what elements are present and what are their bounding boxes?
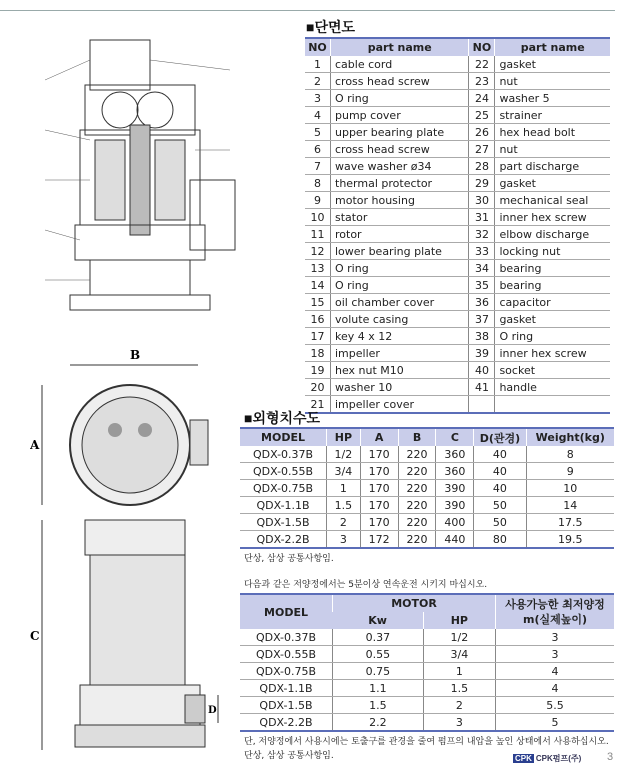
part-no: 4 xyxy=(305,107,331,124)
table-row xyxy=(305,362,610,379)
part-name: oil chamber cover xyxy=(331,294,469,311)
part-name: O ring xyxy=(331,260,469,277)
cell: 220 xyxy=(398,480,436,497)
dim-a-label: A xyxy=(30,438,40,452)
part-name: rotor xyxy=(331,226,469,243)
cell: 172 xyxy=(360,531,398,549)
part-name: upper bearing plate xyxy=(331,124,469,141)
table-row xyxy=(240,646,614,663)
cell: 5 xyxy=(496,714,615,732)
table-row xyxy=(305,345,610,362)
cell: 400 xyxy=(436,514,474,531)
dims-header-row xyxy=(240,428,614,446)
parts-table xyxy=(305,37,610,414)
cell: 220 xyxy=(398,514,436,531)
part-name: stator xyxy=(331,209,469,226)
section-title-dimensions: ■외형치수도 xyxy=(244,410,321,426)
part-no: 38 xyxy=(469,328,495,345)
pump-side-view xyxy=(30,515,230,760)
cell: 2 xyxy=(327,514,361,531)
part-name: strainer xyxy=(495,107,610,124)
cell: 1.5 xyxy=(333,697,424,714)
part-name: bearing xyxy=(495,260,610,277)
col-no: NO xyxy=(469,38,495,56)
table-row xyxy=(305,226,610,243)
cell: 19.5 xyxy=(526,531,614,549)
table-row xyxy=(240,463,614,480)
cell: 1.5 xyxy=(423,680,495,697)
part-name: capacitor xyxy=(495,294,610,311)
part-no: 33 xyxy=(469,243,495,260)
table-row xyxy=(305,260,610,277)
cell: QDX-1.1B xyxy=(240,497,327,514)
part-name: lower bearing plate xyxy=(331,243,469,260)
part-no: 25 xyxy=(469,107,495,124)
part-no: 37 xyxy=(469,311,495,328)
section-title-cross-section: ■단면도 xyxy=(306,19,356,35)
part-no: 16 xyxy=(305,311,331,328)
min-head-label: 사용가능한 최저양정 xyxy=(505,598,605,611)
cell: QDX-0.55B xyxy=(240,646,333,663)
part-no: 20 xyxy=(305,379,331,396)
part-name: key 4 x 12 xyxy=(331,328,469,345)
cpk-logo: CPK xyxy=(515,754,532,763)
part-name: nut xyxy=(495,141,610,158)
part-name: nut xyxy=(495,73,610,90)
cell: 4 xyxy=(496,663,615,680)
cell: 1/2 xyxy=(423,629,495,646)
cell: 360 xyxy=(436,446,474,463)
part-name: thermal protector xyxy=(331,175,469,192)
cell: 5.5 xyxy=(496,697,615,714)
cell: 170 xyxy=(360,497,398,514)
note-low-head: 단, 저양정에서 사용시에는 토출구를 관경을 줄여 펌프의 내압을 높인 상태에서 사용하십시오. xyxy=(244,737,609,747)
cell: 220 xyxy=(398,446,436,463)
cell: 3 xyxy=(496,629,615,646)
part-no: 36 xyxy=(469,294,495,311)
col-header: Weight(kg) xyxy=(526,428,614,446)
cross-section-drawing xyxy=(30,30,245,320)
part-name: locking nut xyxy=(495,243,610,260)
col-header: HP xyxy=(327,428,361,446)
part-no: 9 xyxy=(305,192,331,209)
cell: 3/4 xyxy=(327,463,361,480)
part-no: 41 xyxy=(469,379,495,396)
note-common: 단상, 삼상 공통사항임. xyxy=(244,554,334,564)
cell: QDX-0.37B xyxy=(240,629,333,646)
col-header: A xyxy=(360,428,398,446)
part-name: cross head screw xyxy=(331,141,469,158)
table-row xyxy=(305,56,610,73)
dim-d-label: D xyxy=(208,705,217,716)
cell: QDX-0.75B xyxy=(240,480,327,497)
table-row xyxy=(240,480,614,497)
cell: 440 xyxy=(436,531,474,549)
part-name: O ring xyxy=(331,277,469,294)
cell: 170 xyxy=(360,463,398,480)
dim-c-label: C xyxy=(30,629,40,643)
part-no: 18 xyxy=(305,345,331,362)
col-model: MODEL xyxy=(240,594,333,629)
part-name: part discharge xyxy=(495,158,610,175)
page-number: 3 xyxy=(607,751,614,763)
note-common-2: 단상, 삼상 공통사항임. xyxy=(244,751,334,761)
cell: 3 xyxy=(423,714,495,732)
part-no: 40 xyxy=(469,362,495,379)
cell: QDX-0.37B xyxy=(240,446,327,463)
cell: QDX-2.2B xyxy=(240,714,333,732)
part-no: 14 xyxy=(305,277,331,294)
col-hp: HP xyxy=(423,612,495,629)
part-name: volute casing xyxy=(331,311,469,328)
table-row xyxy=(240,663,614,680)
cell: 170 xyxy=(360,446,398,463)
part-name: inner hex screw xyxy=(495,209,610,226)
table-row xyxy=(305,158,610,175)
part-no: 30 xyxy=(469,192,495,209)
table-row xyxy=(305,90,610,107)
pump-top-view xyxy=(30,345,230,515)
cell: 220 xyxy=(398,531,436,549)
table-row xyxy=(305,277,610,294)
part-no: 32 xyxy=(469,226,495,243)
part-no: 35 xyxy=(469,277,495,294)
col-motor: MOTOR xyxy=(333,594,496,612)
part-name: wave washer ø34 xyxy=(331,158,469,175)
table-row xyxy=(305,107,610,124)
part-no: 11 xyxy=(305,226,331,243)
cell: 220 xyxy=(398,497,436,514)
part-name: O ring xyxy=(331,90,469,107)
part-name: impeller xyxy=(331,345,469,362)
col-header: D(관경) xyxy=(474,428,526,446)
cell: 3 xyxy=(496,646,615,663)
brand-name: CPK펌프(주) xyxy=(535,754,582,763)
cell: 3/4 xyxy=(423,646,495,663)
table-row xyxy=(240,714,614,732)
cell: 0.75 xyxy=(333,663,424,680)
part-name: bearing xyxy=(495,277,610,294)
part-no: 19 xyxy=(305,362,331,379)
cell: 1 xyxy=(327,480,361,497)
cell: 2.2 xyxy=(333,714,424,732)
table-row xyxy=(305,73,610,90)
dim-b-label: B xyxy=(130,348,141,362)
part-no: 13 xyxy=(305,260,331,277)
part-no: 26 xyxy=(469,124,495,141)
part-no: 28 xyxy=(469,158,495,175)
cell: 9 xyxy=(526,463,614,480)
part-name: handle xyxy=(495,379,610,396)
cell: QDX-2.2B xyxy=(240,531,327,549)
cell: QDX-0.55B xyxy=(240,463,327,480)
cell: 170 xyxy=(360,480,398,497)
part-name: gasket xyxy=(495,311,610,328)
table-row xyxy=(240,531,614,549)
cell: 0.55 xyxy=(333,646,424,663)
col-header: C xyxy=(436,428,474,446)
part-no: 24 xyxy=(469,90,495,107)
part-no: 29 xyxy=(469,175,495,192)
col-kw: Kw xyxy=(333,612,424,629)
part-no: 27 xyxy=(469,141,495,158)
cell: 40 xyxy=(474,446,526,463)
top-rule xyxy=(0,10,615,11)
note-warning: 다음과 같은 저양정에서는 5분이상 연속운전 시키지 마십시오. xyxy=(244,580,488,590)
table-row xyxy=(240,497,614,514)
cell: 390 xyxy=(436,480,474,497)
table-row xyxy=(240,697,614,714)
cell: 3 xyxy=(327,531,361,549)
part-no: 17 xyxy=(305,328,331,345)
cell: QDX-1.5B xyxy=(240,697,333,714)
part-no: 3 xyxy=(305,90,331,107)
part-no: 2 xyxy=(305,73,331,90)
cell: QDX-1.5B xyxy=(240,514,327,531)
part-no xyxy=(469,396,495,414)
col-no: NO xyxy=(305,38,331,56)
cell: 4 xyxy=(496,680,615,697)
part-no: 31 xyxy=(469,209,495,226)
part-no: 6 xyxy=(305,141,331,158)
parts-header-row xyxy=(305,38,610,56)
cell: 2 xyxy=(423,697,495,714)
part-name: cable cord xyxy=(331,56,469,73)
part-name: inner hex screw xyxy=(495,345,610,362)
cell: 8 xyxy=(526,446,614,463)
motor-table xyxy=(240,593,614,732)
table-row xyxy=(305,175,610,192)
table-row xyxy=(305,328,610,345)
part-name xyxy=(495,396,610,414)
part-no: 1 xyxy=(305,56,331,73)
cell: QDX-1.1B xyxy=(240,680,333,697)
table-row xyxy=(240,680,614,697)
part-name: gasket xyxy=(495,56,610,73)
part-name: elbow discharge xyxy=(495,226,610,243)
part-no: 22 xyxy=(469,56,495,73)
part-no: 21 xyxy=(305,396,331,414)
cell: 50 xyxy=(474,514,526,531)
cell: 170 xyxy=(360,514,398,531)
col-part-name: part name xyxy=(495,38,610,56)
part-no: 15 xyxy=(305,294,331,311)
part-name: cross head screw xyxy=(331,73,469,90)
cell: QDX-0.75B xyxy=(240,663,333,680)
table-row xyxy=(305,192,610,209)
table-row xyxy=(240,629,614,646)
part-name: impeller cover xyxy=(331,396,469,414)
table-row xyxy=(305,124,610,141)
part-name: hex nut M10 xyxy=(331,362,469,379)
part-no: 39 xyxy=(469,345,495,362)
cell: 1.5 xyxy=(327,497,361,514)
cell: 0.37 xyxy=(333,629,424,646)
footer-brand xyxy=(513,753,581,764)
cell: 17.5 xyxy=(526,514,614,531)
cell: 1 xyxy=(423,663,495,680)
cell: 40 xyxy=(474,463,526,480)
cell: 80 xyxy=(474,531,526,549)
part-no: 8 xyxy=(305,175,331,192)
table-row xyxy=(240,514,614,531)
cell: 10 xyxy=(526,480,614,497)
table-row xyxy=(305,311,610,328)
cell: 360 xyxy=(436,463,474,480)
part-no: 5 xyxy=(305,124,331,141)
part-no: 34 xyxy=(469,260,495,277)
cell: 40 xyxy=(474,480,526,497)
dimensions-table xyxy=(240,427,614,549)
part-name: washer 10 xyxy=(331,379,469,396)
part-no: 10 xyxy=(305,209,331,226)
cell: 50 xyxy=(474,497,526,514)
part-no: 7 xyxy=(305,158,331,175)
part-no: 12 xyxy=(305,243,331,260)
col-header: B xyxy=(398,428,436,446)
cell: 220 xyxy=(398,463,436,480)
part-name: gasket xyxy=(495,175,610,192)
part-name: motor housing xyxy=(331,192,469,209)
part-name: socket xyxy=(495,362,610,379)
table-row xyxy=(305,294,610,311)
table-row xyxy=(305,209,610,226)
table-row xyxy=(305,243,610,260)
table-row xyxy=(305,379,610,396)
part-name: pump cover xyxy=(331,107,469,124)
part-name: O ring xyxy=(495,328,610,345)
cell: 14 xyxy=(526,497,614,514)
cell: 1.1 xyxy=(333,680,424,697)
table-row xyxy=(305,396,610,414)
part-name: hex head bolt xyxy=(495,124,610,141)
min-head-unit: m(실제높이) xyxy=(522,613,588,626)
table-row xyxy=(240,446,614,463)
cell: 1/2 xyxy=(327,446,361,463)
part-no: 23 xyxy=(469,73,495,90)
col-header: MODEL xyxy=(240,428,327,446)
part-name: washer 5 xyxy=(495,90,610,107)
col-part-name: part name xyxy=(331,38,469,56)
table-row xyxy=(305,141,610,158)
col-min-head xyxy=(496,594,615,629)
part-name: mechanical seal xyxy=(495,192,610,209)
cell: 390 xyxy=(436,497,474,514)
